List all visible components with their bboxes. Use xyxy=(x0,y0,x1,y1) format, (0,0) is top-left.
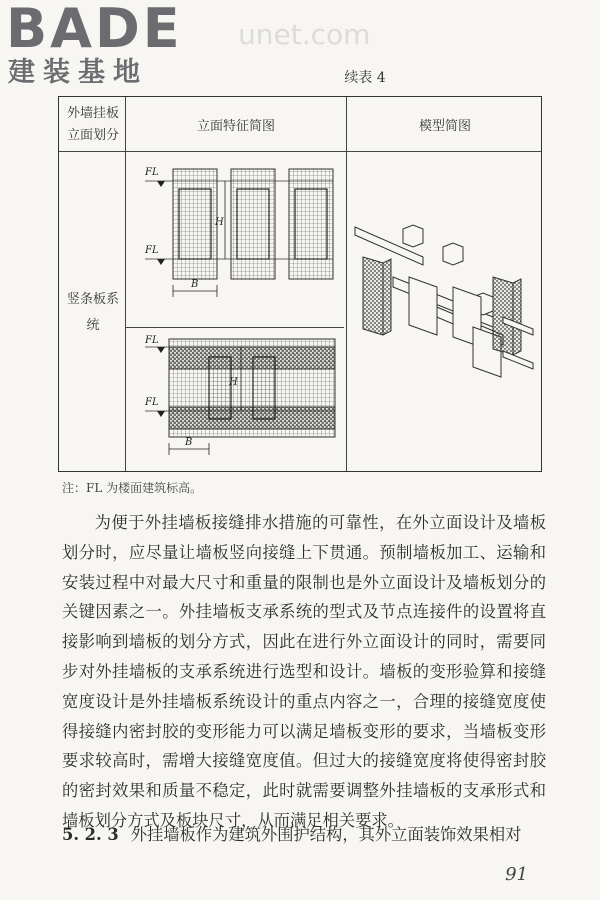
fl-label: FL xyxy=(145,167,159,178)
watermark-text: unet.com xyxy=(238,18,371,51)
b-label: B xyxy=(191,279,199,290)
table-caption: 续表 4 xyxy=(344,70,386,86)
fl-label: FL xyxy=(145,245,159,256)
section-number: 5. 2. 3 xyxy=(62,825,119,844)
fl-label: FL xyxy=(145,397,159,408)
elevation-sketch-top xyxy=(133,159,339,321)
table-divider xyxy=(59,151,541,152)
elevation-sketch-bottom xyxy=(133,333,339,467)
h-label: H xyxy=(215,217,224,228)
header-model-sketch: 模型简图 xyxy=(418,119,471,134)
h-label: H xyxy=(229,377,238,388)
row-label-vertical-panel: 竖条板系统 xyxy=(66,292,119,333)
header-facade-division: 外墙挂板立面划分 xyxy=(66,106,119,143)
section-text: 外挂墙板作为建筑外围护结构，其外立面装饰效果相对 xyxy=(130,825,522,844)
logo-subtitle: 建装基地 xyxy=(8,57,148,88)
header-elevation-sketch: 立面特征简图 xyxy=(196,119,275,134)
model-sketch xyxy=(353,217,539,387)
b-label: B xyxy=(185,437,193,448)
page-number: 91 xyxy=(505,864,528,885)
fl-label: FL xyxy=(145,335,159,346)
table-divider xyxy=(346,97,347,471)
section-line xyxy=(62,820,546,850)
table-note: 注：FL 为楼面建筑标高。 xyxy=(62,481,203,495)
table-divider xyxy=(125,327,344,328)
facade-table xyxy=(58,96,542,472)
table-divider xyxy=(125,97,126,471)
body-paragraph: 为便于外挂墙板接缝排水措施的可靠性，在外立面设计及墙板划分时，应尽量让墙板竖向接缝上下贯通。预制墙板加工、运输和安装过程中对最大尺寸和重量的限制也是外立面设计及墙板划分的关键因素之一。外挂墙板支承系统的型式及节点连接件的设置将直接影响到墙板的划分方式，因此在进行外立面设计的同时，需要同步对外挂墙板的支承系统进行选型和设计。墙板的变形验算和接缝宽度设计是外挂墙板系统设计的重点内容之一，合理的接缝宽度使得接缝内密封胶的变形能力可以满足墙板变形的要求，当墙板变形要求较高时，需增大接缝宽度值。但过大的接缝宽度将使得密封胶的密封效果和质量不稳定，此时就需要调整外挂墙板的支承形式和墙板划分方式及板块尺寸，从而满足相关要求。 xyxy=(62,513,546,830)
logo-wordmark: BADE xyxy=(6,0,183,60)
